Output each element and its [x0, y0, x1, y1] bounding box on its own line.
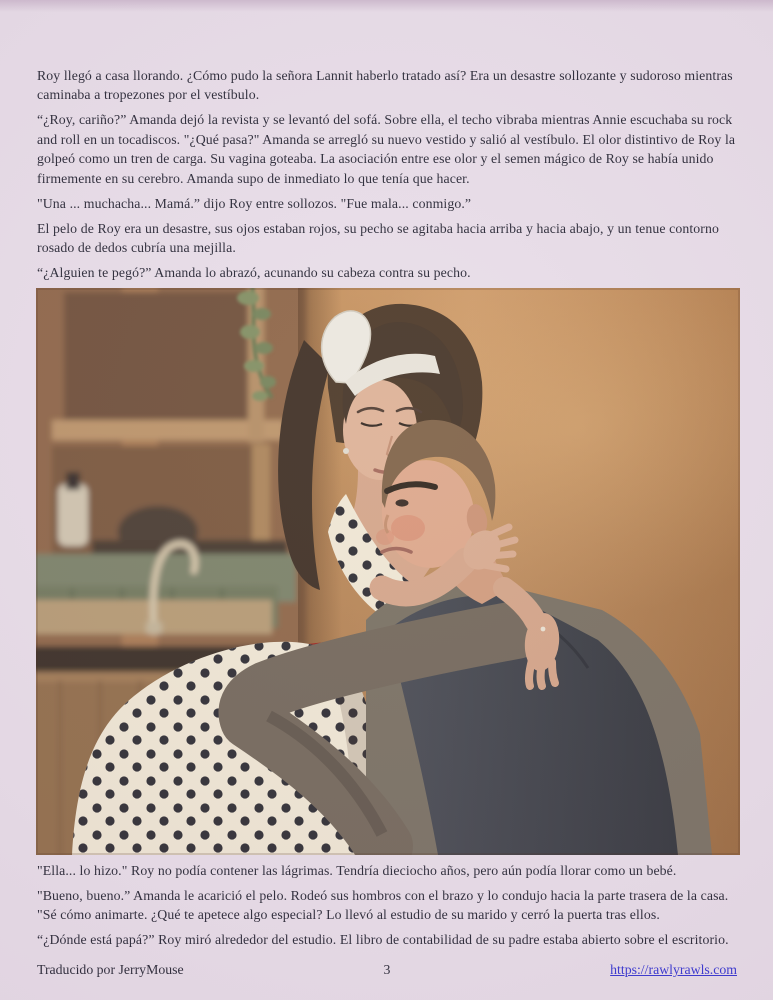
translator-credit: Traducido por JerryMouse: [37, 962, 184, 977]
counter-bottle: [58, 484, 88, 546]
story-paragraph: El pelo de Roy era un desastre, sus ojos estaban rojos, su pecho se agitaba hacia arriba y hacia abajo, y un tenue contorno rosado de dedos cubría una mejilla.: [37, 220, 719, 256]
story-paragraph: "Ella... lo hizo." Roy no podía contener las lágrimas. Tendría dieciocho años, pero aún podía llorar como un bebé.: [37, 863, 677, 879]
story-paragraph: "Bueno, bueno.” Amanda le acarició el pelo. Rodeó sus hombros con el brazo y lo condujo hacia la parte trasera de la casa. "Sé cómo animarte. ¿Qué te apetece algo especial? Lo llevó al estudio de su marido y cerró la puerta tras ellos.: [37, 887, 729, 923]
ring: [541, 627, 546, 632]
window-shade: [64, 292, 248, 422]
story-illustration: [36, 288, 740, 855]
story-paragraph: "Una ... muchacha... Mamá.” dijo Roy entre sollozos. "Fue mala... conmigo.”: [37, 195, 472, 211]
page-number: 3: [383, 962, 391, 977]
earring: [343, 448, 349, 454]
page-footer: [37, 962, 737, 978]
story-paragraph: “¿Alguien te pegó?” Amanda lo abrazó, acunando su cabeza contra su pecho.: [37, 265, 471, 281]
illustration-canvas: [36, 288, 740, 855]
site-link[interactable]: https://rawlyrawls.com: [610, 962, 737, 977]
boy-eye: [396, 499, 409, 506]
boy-blush-cheek: [391, 515, 425, 541]
story-paragraph: “¿Dónde está papá?” Roy miró alrededor del estudio. El libro de contabilidad de su padre estaba abierto sobre el escritorio.: [37, 932, 729, 948]
story-paragraph: “¿Roy, cariño?” Amanda dejó la revista y se levantó del sofá. Sobre ella, el techo vibraba mientras Annie escuchaba su rock and roll en un tocadiscos. "¿Qué pasa?" Amanda se arregló su nuevo vestido y salió al vestíbulo. El olor distintivo de Roy la golpeó como un tren de carga. Su vagina goteaba. La asociación entre ese olor y el semen mágico de Roy se había unido firmemente en su cerebro. Amanda supo de inmediato lo que tenía que hacer.: [37, 112, 736, 186]
story-paragraph: Roy llegó a casa llorando. ¿Cómo pudo la señora Lannit haberlo tratado así? Era un desastre sollozante y sudoroso mientras caminaba a tropezones por el vestíbulo.: [37, 68, 733, 103]
